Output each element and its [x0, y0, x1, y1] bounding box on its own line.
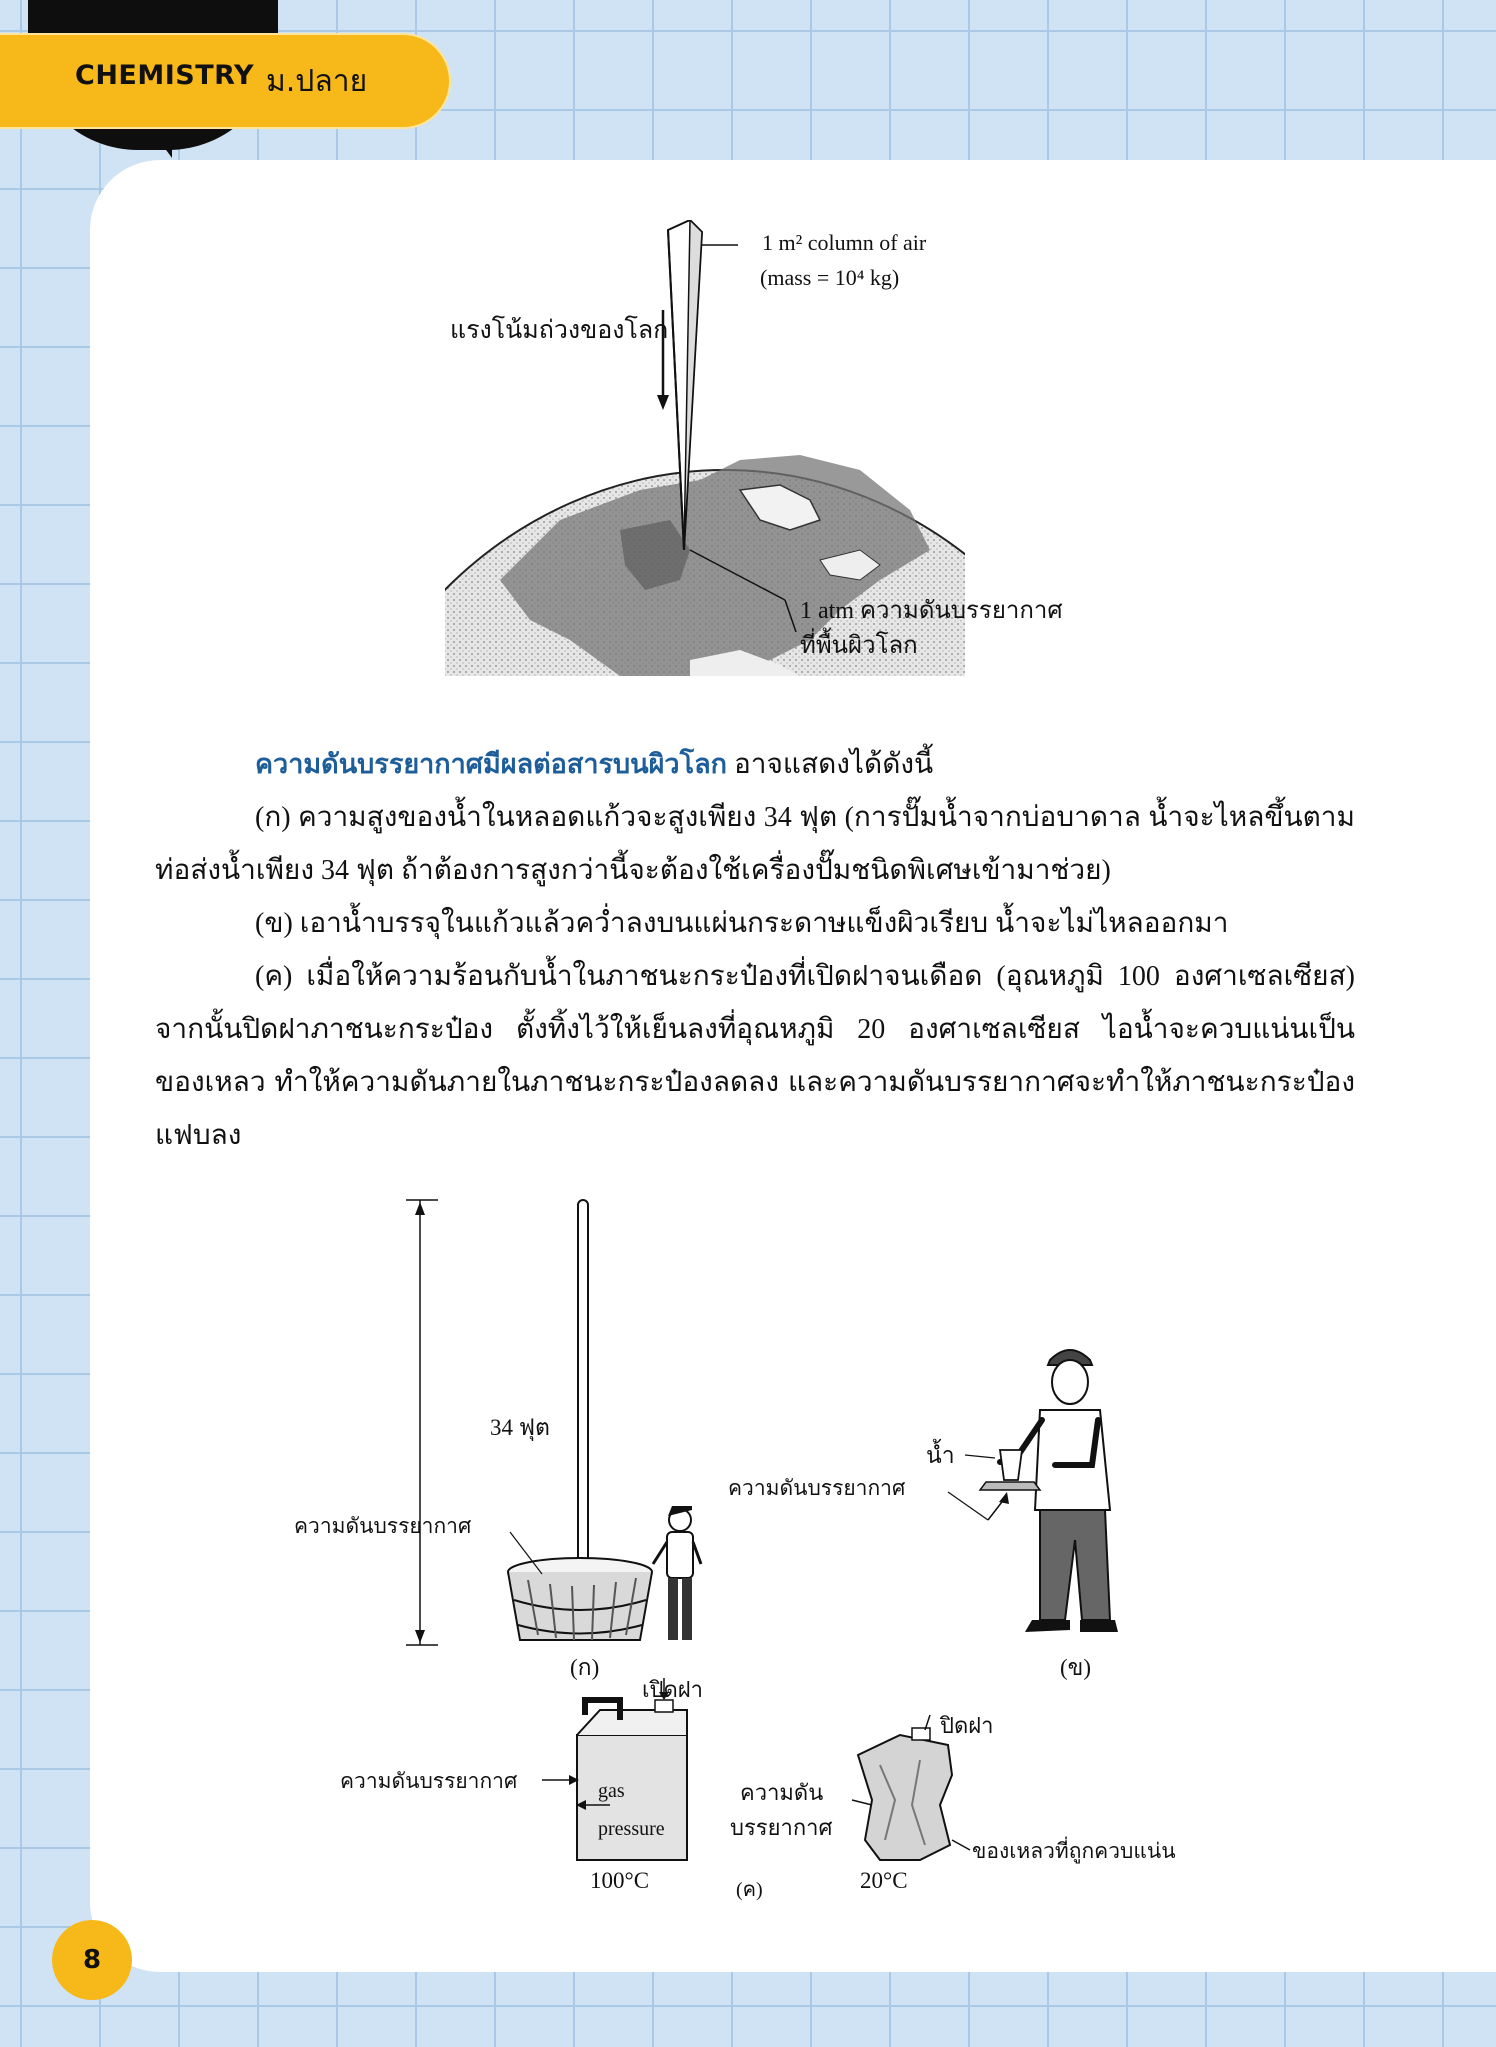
condensed-label: ของเหลวที่ถูกควบแน่น: [972, 1839, 1176, 1863]
paragraph-b: (ข) เอาน้ำบรรจุในแก้วแล้วคว่ำลงบนแผ่นกระดาษแข็งผิวเรียบ น้ำจะไม่ไหลออกมา: [255, 908, 1229, 939]
atm-label-b: ความดันบรรยากาศ: [728, 1476, 906, 1500]
caption-b: (ข): [1060, 1655, 1092, 1680]
gravity-label: แรงโน้มถ่วงของโลก: [450, 315, 669, 344]
level-label: ม.ปลาย: [266, 64, 368, 99]
height-label: 34 ฟุต: [490, 1415, 550, 1440]
header-bubble-tail: [150, 128, 172, 158]
atm-label-c2b: บรรยากาศ: [730, 1815, 833, 1840]
column-label: 1 m² column of air: [762, 230, 927, 255]
pressure-experiments-figure: [280, 1180, 1240, 1920]
temp-hot-label: 100°C: [590, 1868, 650, 1893]
atm-label-a: ความดันบรรยากาศ: [294, 1514, 472, 1538]
section-heading: ความดันบรรยากาศมีผลต่อสารบนผิวโลก: [255, 749, 727, 780]
body-text: [155, 738, 1355, 1162]
air-column-figure: [440, 220, 1080, 680]
paragraph-c: (ค) เมื่อให้ความร้อนกับน้ำในภาชนะกระป๋องที่เปิดฝาจนเดือด (อุณหภูมิ 100 องศาเซลเซียส) จากนั้นปิดฝาภาชนะกระป๋อง ตั้งทิ้งไว้ให้เย็นลงที่อุณหภูมิ 20 องศาเซลเซียส ไอน้ำจะควบแน่นเป็นของเหลว ทำให้ความดันภายในภาชนะกระป๋องลดลง และความดันบรรยากาศจะทำให้ภาชนะกระป๋องแฟบลง: [155, 961, 1355, 1151]
closed-lid-label: ปิดฝา: [940, 1713, 994, 1738]
gas-label: gas: [598, 1780, 625, 1802]
surface-pressure-label: 1 atm ความดันบรรยากาศ: [800, 598, 1063, 624]
paragraph-a: (ก) ความสูงของน้ำในหลอดแก้วจะสูงเพียง 34 ฟุต (การปั๊มน้ำจากบ่อบาดาล น้ำจะไหลขึ้นตามท่อส่งน้ำเพียง 34 ฟุต ถ้าต้องการสูงกว่านี้จะต้องใช้เครื่องปั๊มชนิดพิเศษเข้ามาช่วย): [155, 802, 1355, 886]
water-label: น้ำ: [926, 1443, 955, 1468]
subject-label: CHEMISTRY: [75, 60, 254, 91]
heading-rest: อาจแสดงได้ดังนี้: [726, 749, 934, 780]
caption-c: (ค): [736, 1879, 763, 1901]
atm-label-c1: ความดันบรรยากาศ: [340, 1769, 518, 1793]
temp-cold-label: 20°C: [860, 1868, 908, 1893]
open-lid-label: เปิดฝา: [642, 1677, 704, 1702]
intro-paragraph: [155, 738, 1355, 791]
surface-pressure-label-2: ที่พื้นผิวโลก: [800, 633, 918, 659]
mass-label: (mass = 10⁴ kg): [760, 265, 900, 290]
pressure-label: pressure: [598, 1818, 665, 1840]
atm-label-c2a: ความดัน: [740, 1780, 824, 1805]
page-number: 8: [52, 1920, 132, 2000]
caption-a: (ก): [570, 1655, 600, 1680]
